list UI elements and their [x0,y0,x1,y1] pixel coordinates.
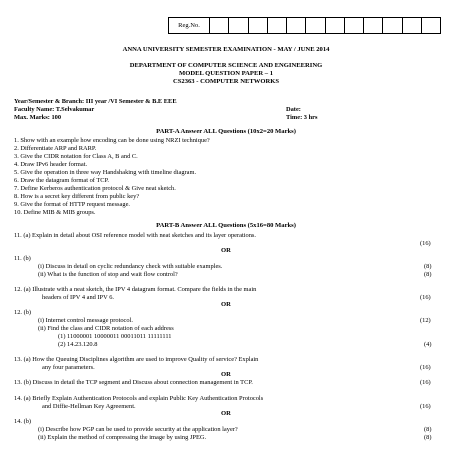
part-a-question: 4. Draw IPv6 header format. [14,161,88,168]
q12b-ii-1: (1) 11000001 10000011 00011011 11111111 [58,333,172,340]
q12a-marks: (16) [420,294,431,301]
part-a-question: 3. Give the CIDR notation for Class A, B and C. [14,153,138,160]
q11b: 11. (b) [14,255,31,262]
q14b-ii: (ii) Explain the method of compressing the image by using JPEG. [38,434,207,441]
q11a-marks: (16) [420,240,431,247]
q11b-ii: (ii) What is the function of stop and wait flow control? [38,271,178,278]
reg-no-cell [210,18,229,33]
q14a-line2: and Diffie-Hellman Key Agreement. [42,403,136,410]
q14b-ii-marks: (8) [424,434,432,441]
department-title: DEPARTMENT OF COMPUTER SCIENCE AND ENGINEERING [129,62,323,69]
part-a-question: 1. Show with an example how encoding can be done using NRZI technique? [14,137,210,144]
q14b: 14. (b) [14,418,32,425]
course-title: CS2363 - COMPUTER NETWORKS [172,78,280,85]
q12a-line1: 12. (a) Illustrate with a neat sketch, the IPV 4 datagram format. Compare the fields in the main [14,286,257,293]
max-marks: Max. Marks: 100 [14,114,62,121]
q11a: 11. (a) Explain in detail about OSI reference model with neat sketches and its layer operations. [14,232,256,239]
q13a-line1: 13. (a) How the Queuing Disciplines algorithm are used to improve Quality of service? Explain [14,356,259,363]
part-a-question: 7. Define Kerberos authentication protocol & Give neat sketch. [14,185,176,192]
q14a-marks: (16) [420,403,431,410]
q11b-ii-marks: (8) [424,271,432,278]
q13b: 13. (b) Discuss in detail the TCP segment and Discuss about connection management in TCP. [14,379,253,386]
part-a-question: 9. Give the format of HTTP request message. [14,201,131,208]
reg-no-cell [422,18,440,33]
q12b-i-marks: (12) [420,317,431,324]
reg-no-cell [306,18,325,33]
reg-no-cell [383,18,402,33]
reg-no-cell [268,18,287,33]
q12b-ii-marks: (4) [424,341,432,348]
or-label: OR [221,247,231,254]
or-label: OR [221,301,231,308]
reg-no-cell [364,18,383,33]
part-a-question: 8. How is a secret key different from public key? [14,193,140,200]
q12a-line2: headers of IPV 4 and IPV 6. [42,294,115,301]
q12b-i: (i) Internet control message protocol. [38,317,133,324]
q11b-i-marks: (8) [424,263,432,270]
q14b-i-marks: (8) [424,426,432,433]
year-branch: Year/Semester & Branch: III year /VI Semester & B.E EEE [14,98,177,105]
q13a-line2: any four parameters. [42,364,95,371]
q12b: 12. (b) [14,309,32,316]
part-a-title: PART-A Answer ALL Questions (10x2=20 Marks) [156,128,296,135]
q11b-i: (i) Discuss in detail on cyclic redundancy check with suitable examples. [38,263,223,270]
date-label: Date: [286,106,301,113]
reg-no-cell [326,18,345,33]
paper-title: MODEL QUESTION PAPER – 1 [178,70,274,77]
part-a-question: 6. Draw the datagram format of TCP. [14,177,110,184]
part-b-title: PART-B Answer ALL Questions (5x16=80 Marks) [156,222,296,229]
or-label: OR [221,410,231,417]
part-a-question: 10. Define MIB & MIB groups. [14,209,96,216]
reg-no-label: Reg.No. [169,18,210,33]
q12b-ii: (ii) Find the class and CIDR notation of each address [38,325,174,332]
q13a-marks: (16) [420,364,431,371]
reg-no-cell [287,18,306,33]
q13b-marks: (16) [420,379,431,386]
q14b-i: (i) Describe how PGP can be used to provide security at the application layer? [38,426,238,433]
reg-no-cell [249,18,268,33]
exam-title: ANNA UNIVERSITY SEMESTER EXAMINATION - MAY / JUNE 2014 [122,46,330,53]
reg-no-cell [229,18,248,33]
faculty-name: Faculty Name: T.Selvakumar [14,106,95,113]
reg-no-cell [403,18,422,33]
q12b-ii-2: (2) 14.23.120.8 [58,341,98,348]
part-a-question: 5. Give the operation in three way Handshaking with timeline diagram. [14,169,197,176]
time-label: Time: 3 hrs [286,114,318,121]
reg-no-cell [345,18,364,33]
part-a-question: 2. Differentiate ARP and RARP. [14,145,97,152]
or-label: OR [221,371,231,378]
reg-no-box [168,17,441,34]
q14a-line1: 14. (a) Briefly Explain Authentication Protocols and explain Public Key Authentication Protocols [14,395,264,402]
